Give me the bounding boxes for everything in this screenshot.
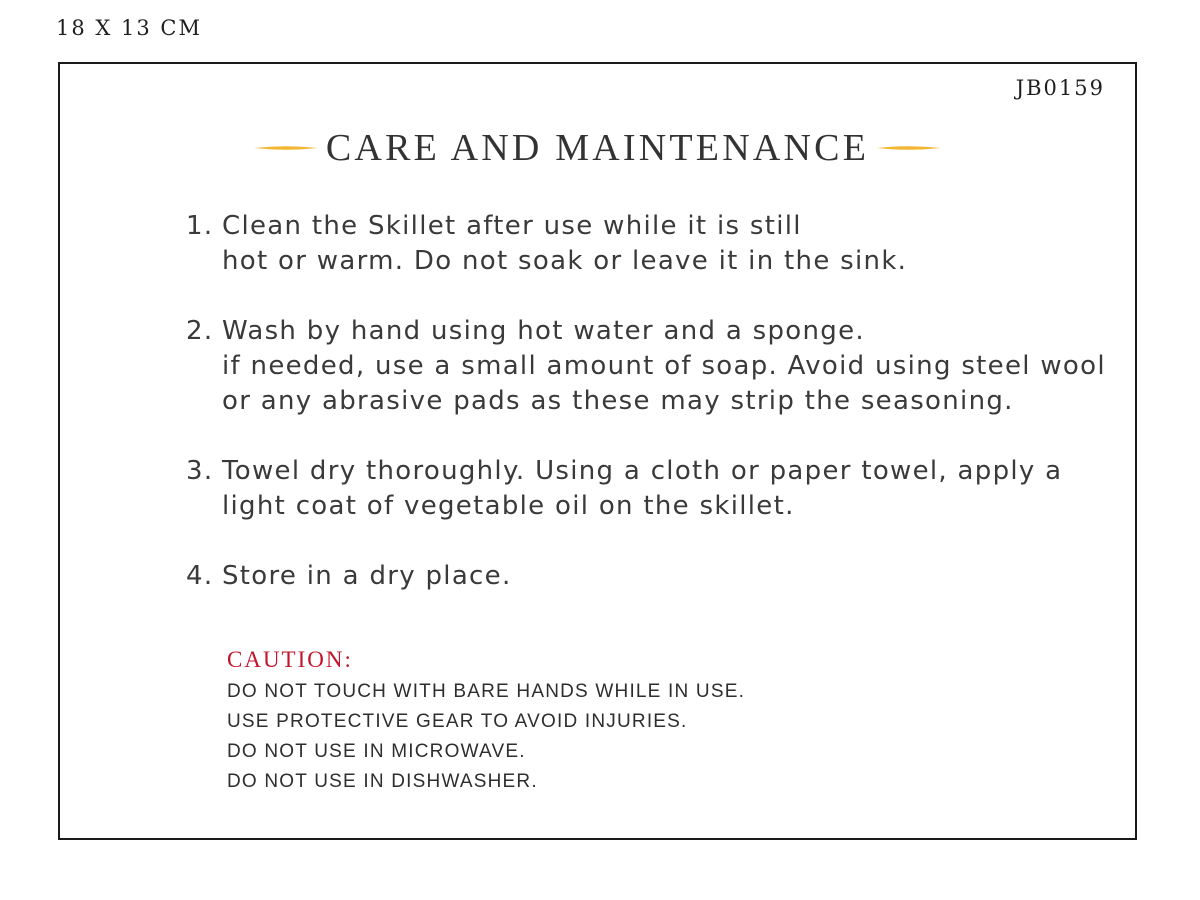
caution-line: DO NOT USE IN DISHWASHER. bbox=[227, 771, 538, 792]
step-text bbox=[222, 454, 1062, 524]
care-steps-list bbox=[186, 209, 1106, 629]
step-number: 4. bbox=[186, 561, 214, 591]
step-text bbox=[222, 314, 1106, 419]
step-line: Towel dry thoroughly. Using a cloth or paper towel, apply a bbox=[222, 456, 1063, 486]
page-title: CARE AND MAINTENANCE bbox=[325, 127, 870, 169]
step-number: 3. bbox=[186, 456, 214, 486]
step-line: or any abrasive pads as these may strip the seasoning. bbox=[222, 386, 1014, 416]
list-item bbox=[186, 209, 1106, 279]
size-label: 18 X 13 CM bbox=[56, 16, 202, 40]
list-item bbox=[186, 559, 1106, 594]
caution-title: CAUTION: bbox=[227, 647, 353, 672]
step-text bbox=[222, 559, 512, 594]
caution-line: DO NOT USE IN MICROWAVE. bbox=[227, 741, 526, 762]
step-line: hot or warm. Do not soak or leave it in the sink. bbox=[222, 246, 908, 276]
step-line: Store in a dry place. bbox=[222, 561, 512, 591]
step-line: if needed, use a small amount of soap. Avoid using steel wool bbox=[222, 351, 1106, 381]
step-line: Clean the Skillet after use while it is still bbox=[222, 211, 802, 241]
list-item bbox=[186, 314, 1106, 419]
step-text bbox=[222, 209, 907, 279]
right-ornament-icon bbox=[877, 144, 941, 152]
step-number: 1. bbox=[186, 211, 214, 241]
product-code: JB0159 bbox=[1015, 76, 1105, 100]
list-item bbox=[186, 454, 1106, 524]
caution-line: DO NOT TOUCH WITH BARE HANDS WHILE IN USE. bbox=[227, 681, 746, 702]
step-number: 2. bbox=[186, 316, 214, 346]
step-line: Wash by hand using hot water and a sponge. bbox=[222, 316, 865, 346]
caution-line: USE PROTECTIVE GEAR TO AVOID INJURIES. bbox=[227, 711, 688, 732]
care-card bbox=[58, 62, 1137, 840]
step-line: light coat of vegetable oil on the skillet. bbox=[222, 491, 795, 521]
title-row bbox=[60, 126, 1135, 170]
left-ornament-icon bbox=[254, 144, 318, 152]
caution-block bbox=[227, 647, 745, 797]
